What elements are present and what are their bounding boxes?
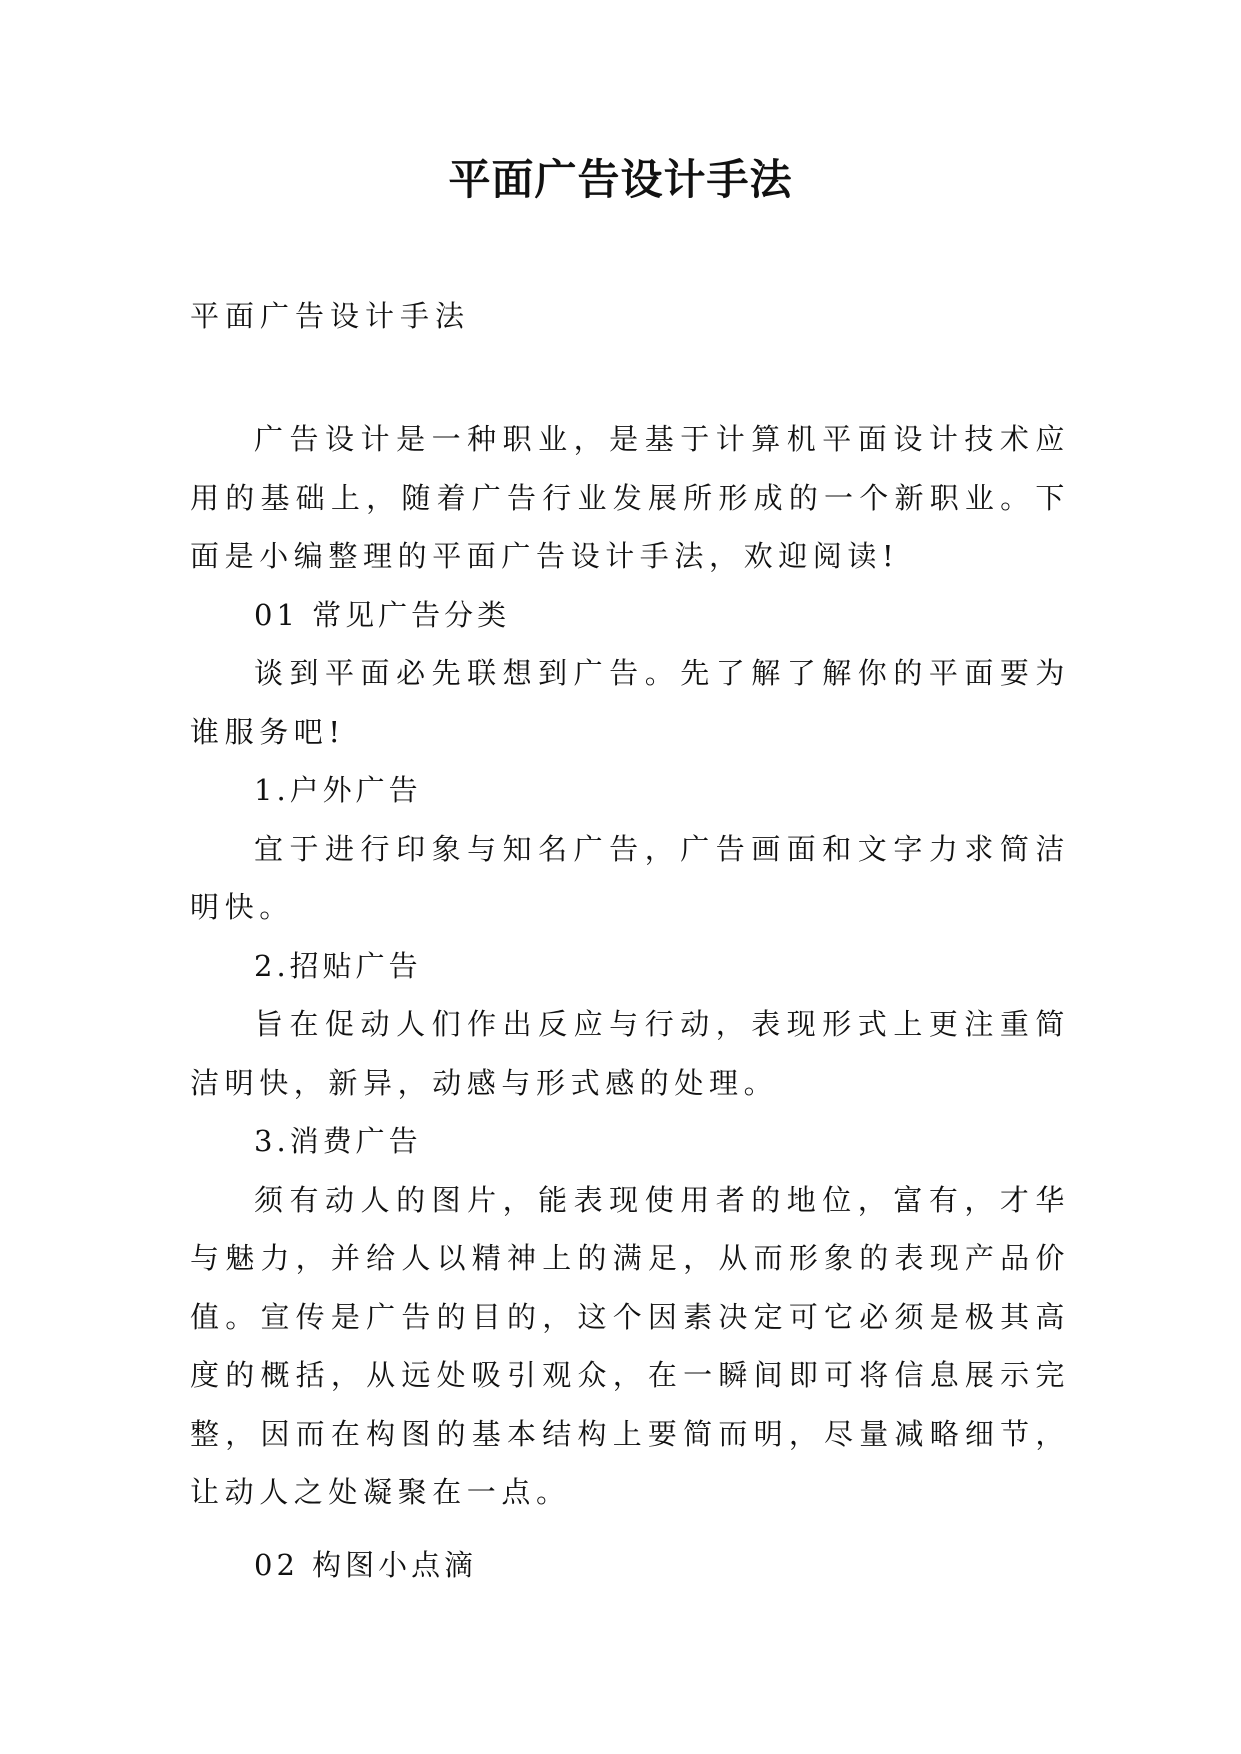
- subsection-heading: 1.户外广告: [254, 773, 422, 807]
- document-body: [190, 410, 1070, 1594]
- subsection-heading: 2.招贴广告: [254, 948, 422, 983]
- section-heading: 01 常见广告分类: [254, 597, 511, 632]
- document-title: 平面广告设计手法: [448, 155, 793, 204]
- body-paragraph: 须有动人的图片，能表现使用者的地位，富有，才华与魅力，并给人以精神上的满足，从而形象的表现产品价值。宣传是广告的目的，这个因素决定可它必须是极其高度的概括，从远处吸引观众，在一瞬间即可将信息展示完整，因而在构图的基本结构上要简而明，尽量减略细节，让动人之处凝聚在一点。: [190, 1182, 1070, 1509]
- body-paragraph: 宜于进行印象与知名广告，广告画面和文字力求简洁明快。: [190, 831, 1070, 924]
- body-paragraph: 谈到平面必先联想到广告。先了解了解你的平面要为谁服务吧!: [190, 656, 1070, 749]
- body-paragraph: 旨在促动人们作出反应与行动，表现形式上更注重简洁明快，新异，动感与形式感的处理。: [190, 1007, 1070, 1100]
- intro-paragraph: 广告设计是一种职业，是基于计算机平面设计技术应用的基础上，随着广告行业发展所形成的一个新职业。下面是小编整理的平面广告设计手法，欢迎阅读!: [190, 422, 1070, 573]
- section-heading: 02 构图小点滴: [254, 1547, 478, 1582]
- subsection-heading: 3.消费广告: [254, 1124, 422, 1158]
- document-subtitle: 平面广告设计手法: [190, 299, 471, 333]
- paragraph-spacer: [190, 1522, 1070, 1536]
